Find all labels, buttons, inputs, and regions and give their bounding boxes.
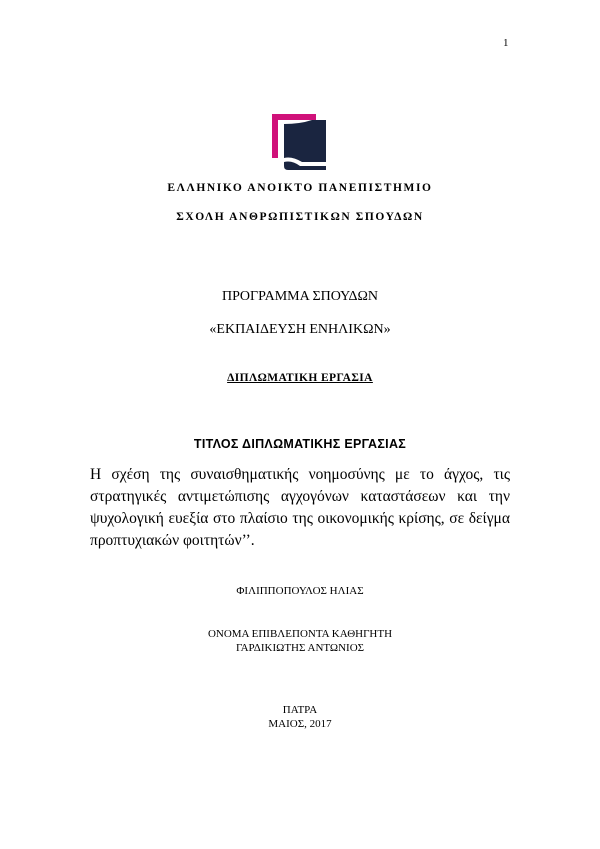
thesis-title: Η σχέση της συναισθηματικής νοημοσύνης με το άγχος, τις στρατηγικές αντιμετώπισης αγχογόνων καταστάσεων και την ψυχολογική ευεξία στο πλαίσιο της οικονομικής κρίσης, σε δείγμα προπτυχιακών φοιτητών’’.	[90, 466, 510, 549]
university-name: ΕΛΛΗΝΙΚΟ ΑΝΟΙΚΤΟ ΠΑΝΕΠΙΣΤΗΜΙΟ	[167, 182, 433, 194]
city: ΠΑΤΡΑ	[282, 704, 318, 716]
author-name: ΦΙΛΙΠΠΟΠΟΥΛΟΣ ΗΛΙΑΣ	[236, 585, 364, 597]
program-label: ΠΡΟΓΡΑΜΜΑ ΣΠΟΥΔΩΝ	[221, 289, 378, 304]
thesis-type: ΔΙΠΛΩΜΑΤΙΚΗ ΕΡΓΑΣΙΑ	[227, 372, 373, 384]
supervisor-name: ΓΑΡΔΙΚΙΩΤΗΣ ΑΝΤΩΝΙΟΣ	[235, 642, 365, 654]
page-number: 1	[503, 37, 509, 49]
date: ΜΑΙΟΣ, 2017	[268, 718, 332, 730]
school-name: ΣΧΟΛΗ ΑΝΘΡΩΠΙΣΤΙΚΩΝ ΣΠΟΥΔΩΝ	[176, 211, 424, 223]
thesis-title-label: ΤΙΤΛΟΣ ΔΙΠΛΩΜΑΤΙΚΗΣ ΕΡΓΑΣΙΑΣ	[193, 437, 407, 451]
open-university-logo-icon	[272, 114, 328, 170]
supervisor-label: ΟΝΟΜΑ ΕΠΙΒΛΕΠΟΝΤΑ ΚΑΘΗΓΗΤΗ	[207, 628, 393, 640]
program-name: «ΕΚΠΑΙΔΕΥΣΗ ΕΝΗΛΙΚΩΝ»	[209, 322, 391, 337]
